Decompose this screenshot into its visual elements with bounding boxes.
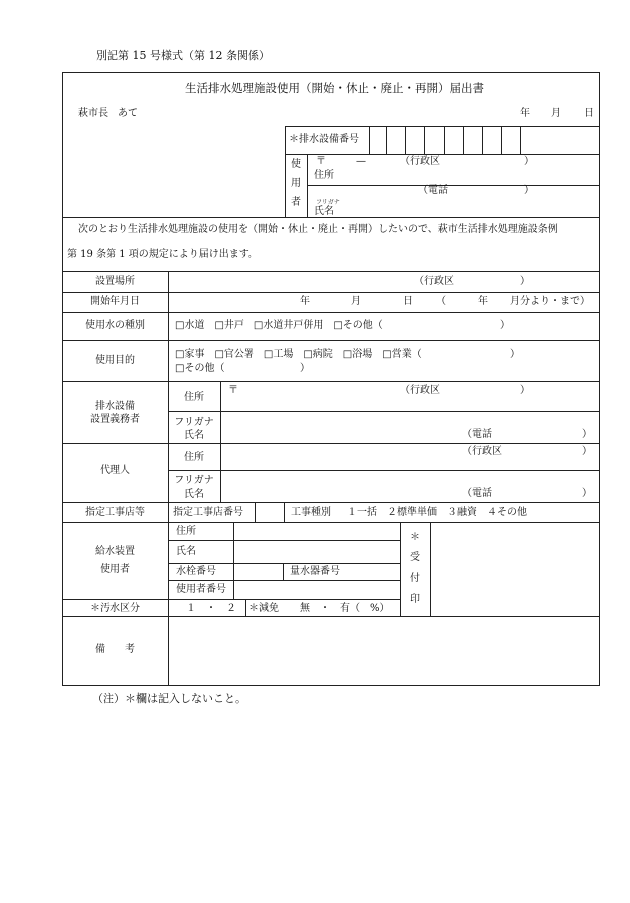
frame-right — [599, 72, 600, 686]
agent-furigana-label: フリガナ — [174, 475, 214, 486]
location-label: 設置場所 — [95, 276, 135, 287]
agent-label: 代理人 — [100, 465, 130, 476]
obligor-label-1: 排水設備 — [95, 401, 135, 412]
date-day: 日 — [584, 108, 594, 119]
obligor-address-label: 住所 — [184, 392, 204, 403]
start-date-label: 開始年月日 — [90, 296, 140, 307]
purpose-options-2[interactable]: □その他（ — [175, 363, 225, 374]
agent-address-label: 住所 — [184, 452, 204, 463]
supply-user-label-1: 給水装置 — [95, 546, 135, 557]
obligor-postal: 〒 — [228, 385, 238, 396]
date-month: 月 — [551, 108, 561, 119]
contractor-number-label: 指定工事店番号 — [173, 507, 243, 518]
date-year: 年 — [520, 108, 530, 119]
receipt-char-3: 印 — [410, 594, 420, 605]
sewage-label: ＊汚水区分 — [90, 603, 140, 614]
user-furigana: フリガナ — [316, 199, 340, 206]
start-open-paren: （ — [436, 296, 446, 307]
obligor-furigana-label: フリガナ — [174, 417, 214, 428]
user-side-2: 用 — [291, 178, 301, 189]
obligor-phone-close: ） — [582, 429, 592, 440]
agent-admin-district: （行政区 — [462, 446, 502, 457]
location-admin-close: ） — [520, 276, 530, 287]
exemption-label: ＊減免 — [249, 603, 279, 614]
start-day: 日 — [403, 296, 413, 307]
receipt-char-2: 付 — [410, 573, 420, 584]
agent-phone-close: ） — [582, 488, 592, 499]
location-admin-district: （行政区 — [414, 276, 454, 287]
user-admin-district: （行政区 — [400, 156, 440, 167]
agent-phone: （電話 — [462, 488, 492, 499]
remarks-field[interactable] — [170, 620, 596, 682]
intro-line-1: 次のとおり生活排水処理施設の使用を（開始・休止・廃止・再開）したいので、萩市生活排水処理施設条例 — [78, 224, 558, 235]
supply-faucet-label: 水栓番号 — [176, 566, 216, 577]
purpose-close-2: ） — [300, 363, 310, 374]
user-phone: （電話 — [418, 185, 448, 196]
user-postal-dash: — — [356, 156, 366, 167]
form-number: 別記第 15 号様式（第 12 条関係） — [96, 49, 270, 62]
work-type-label: 工事種別 — [291, 507, 331, 518]
receipt-asterisk: ＊ — [410, 532, 420, 543]
purpose-close-1: ） — [510, 349, 520, 360]
intro-line-2: 第 19 条第 1 項の規定により届け出ます。 — [67, 249, 259, 260]
supply-address-label: 住所 — [176, 526, 196, 537]
agent-admin-close: ） — [582, 446, 592, 457]
sewage-options[interactable]: １ ・ ２ — [186, 603, 236, 614]
user-name-label: 氏名 — [314, 206, 334, 217]
work-type-options[interactable]: １一括 ２標準単価 ３融資 ４その他 — [347, 507, 527, 518]
exemption-options[interactable]: 無 ・ 有（ %） — [300, 603, 390, 614]
obligor-admin-close: ） — [520, 385, 530, 396]
frame-left — [62, 72, 63, 686]
frame-bottom — [62, 685, 600, 686]
obligor-phone: （電話 — [462, 429, 492, 440]
obligor-label-2: 設置義務者 — [90, 414, 140, 425]
form-title: 生活排水処理施設使用（開始・休止・廃止・再開）届出書 — [185, 81, 484, 95]
purpose-options-1[interactable]: □家事 □官公署 □工場 □病院 □浴場 □営業（ — [175, 349, 422, 360]
footnote: （注）＊欄は記入しないこと。 — [92, 692, 246, 705]
water-type-label: 使用水の種別 — [85, 320, 145, 331]
supply-user-no-label: 使用者番号 — [176, 584, 226, 595]
supply-user-label-2: 使用者 — [100, 564, 130, 575]
user-admin-close: ） — [524, 156, 534, 167]
water-type-close: ） — [500, 320, 510, 331]
facility-number-label: ＊排水設備番号 — [289, 134, 359, 145]
supply-name-label: 氏名 — [176, 546, 196, 557]
user-side-1: 使 — [291, 159, 301, 170]
obligor-admin-district: （行政区 — [400, 385, 440, 396]
start-year-2: 年 — [478, 296, 488, 307]
addressee: 萩市長 あて — [78, 108, 138, 119]
purpose-label: 使用目的 — [95, 355, 135, 366]
water-type-options[interactable]: □水道 □井戸 □水道井戸併用 □その他（ — [175, 320, 383, 331]
agent-name-label: 氏名 — [184, 489, 204, 500]
user-address-label: 住所 — [314, 170, 334, 181]
start-tail: 月分より・まで） — [510, 296, 590, 307]
start-year: 年 — [300, 296, 310, 307]
user-phone-close: ） — [524, 185, 534, 196]
frame-top — [62, 72, 600, 73]
user-postal-mark: 〒 — [316, 156, 326, 167]
user-side-3: 者 — [291, 197, 301, 208]
supply-meter-label: 量水器番号 — [290, 566, 340, 577]
remarks-label: 備 考 — [95, 644, 135, 655]
start-month: 月 — [351, 296, 361, 307]
obligor-name-label: 氏名 — [184, 430, 204, 441]
receipt-char-1: 受 — [410, 552, 420, 563]
contractor-label: 指定工事店等 — [85, 507, 145, 518]
